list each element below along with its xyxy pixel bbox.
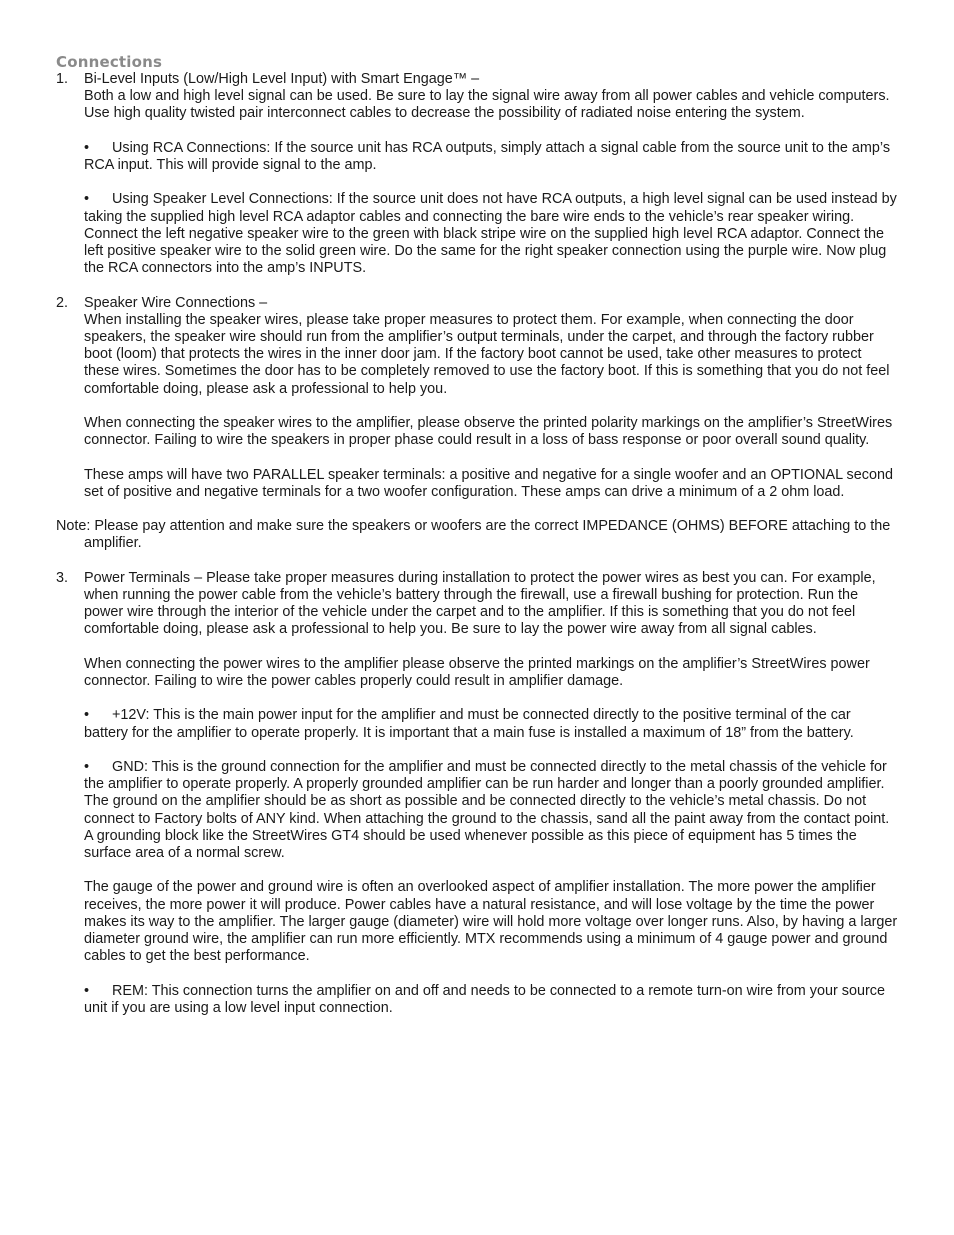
bullet-rca-connections: • Using RCA Connections: If the source unit has RCA outputs, simply attach a signal cable from the source unit to the amp’s RCA input. This will provide signal to the amp. bbox=[84, 139, 891, 173]
paragraph: When connecting the power wires to the amplifier please observe the printed markings on the amplifier’s StreetWires power connector. Failing to wire the power cables properly could result in amplifier damage. bbox=[84, 655, 870, 689]
list-item-power-terminals bbox=[56, 570, 898, 1017]
list-item-bi-level-inputs bbox=[56, 71, 898, 277]
document-page bbox=[56, 54, 898, 1017]
paragraph: Both a low and high level signal can be used. Be sure to lay the signal wire away from all power cables and vehicle computers. Use high quality twisted pair interconnect cables to decrease the possibility of radiated noise entering the system. bbox=[84, 88, 890, 122]
section-heading: Connections bbox=[56, 53, 163, 71]
item-title: Bi-Level Inputs (Low/High Level Input) with Smart Engage™ – bbox=[84, 71, 480, 87]
bullet-gnd: • GND: This is the ground connection for the amplifier and must be connected directly to the metal chassis of the vehicle for the amplifier to operate properly. A properly grounded amplifier can be run harder and longer than a poorly grounded amplifier. The ground on the amplifier should be as short as possible and be connected directly to the vehicle’s metal chassis. Do not connect to Factory bolts of ANY kind. When attaching the ground to the chassis, sand all the paint away from the contact point. A grounding block like the StreetWires GT4 should be used whenever possible as this piece of equipment has 5 times the surface area of a normal screw. bbox=[84, 758, 890, 861]
paragraph: The gauge of the power and ground wire is often an overlooked aspect of amplifier installation. The more power the amplifier receives, the more power it will produce. Power cables have a natural resistance, and will lose voltage by the time the power makes its way to the amplifier. The larger gauge (diameter) wire will hold more voltage over longer runs. Also, by having a larger diameter ground wire, the amplifier can run more efficiently. MTX recommends using a minimum of 4 gauge power and ground cables to get the best performance. bbox=[84, 879, 898, 965]
paragraph: When connecting the speaker wires to the amplifier, please observe the printed polarity markings on the amplifier’s StreetWires connector. Failing to wire the speakers in proper phase could result in a loss of bass response or poor overall sound quality. bbox=[84, 415, 893, 449]
bullet-12v: • +12V: This is the main power input for the amplifier and must be connected directly to the positive terminal of the car battery for the amplifier to operate properly. It is important that a main fuse is installed a maximum of 18” from the battery. bbox=[84, 707, 854, 741]
item-number: 2. bbox=[56, 294, 69, 311]
bullet-speaker-level-connections: • Using Speaker Level Connections: If the source unit does not have RCA outputs, a high level signal can be used instead by taking the supplied high level RCA adaptor cables and connecting the bare wire ends to the vehicle’s rear speaker wiring. Connect the left negative speaker wire to the green with black stripe wire on the supplied high level RCA adaptor. Connect the left positive speaker wire to the solid green wire. Do the same for the right speaker connection using the purple wire. Now plug the RCA connectors into the amp’s INPUTS. bbox=[84, 191, 897, 277]
list-item-speaker-wire-connections bbox=[56, 295, 898, 501]
paragraph: Power Terminals – Please take proper measures during installation to protect the power wires as best you can. For example, when running the power cable from the vehicle’s battery through the firewall, use a firewall bushing for protection. Run the power wire through the interior of the vehicle under the carpet and to the amplifier. If this is something that you do not feel comfortable doing, please ask a professional to help you. Be sure to lay the power wire away from all signal cables. bbox=[84, 569, 876, 638]
item-number: 3. bbox=[56, 569, 69, 586]
paragraph: These amps will have two PARALLEL speaker terminals: a positive and negative for a single woofer and an OPTIONAL second set of positive and negative terminals for a two woofer configuration. These amps can drive a minimum of a 2 ohm load. bbox=[84, 466, 893, 500]
item-title: Speaker Wire Connections – bbox=[84, 294, 268, 311]
bullet-rem: • REM: This connection turns the amplifier on and off and needs to be connected to a remote turn-on wire from your source unit if you are using a low level input connection. bbox=[84, 982, 885, 1016]
bullet-icon: • bbox=[84, 139, 90, 156]
bullet-icon: • bbox=[84, 758, 90, 775]
bullet-icon: • bbox=[84, 191, 90, 208]
note-text: Note: Please pay attention and make sure the speakers or woofers are the correct IMPEDANCE (OHMS) BEFORE attaching to the amplifier. bbox=[56, 518, 891, 552]
paragraph: When installing the speaker wires, please take proper measures to protect them. For example, when connecting the door speakers, the speaker wire should run from the amplifier’s output terminals, under the carpet, and through the factory rubber boot (loom) that protects the wires in the inner door jam. If the factory boot cannot be used, take other measures to protect these wires. Sometimes the door has to be completely removed to use the factory boot. If this is something that you do not feel comfortable doing, please ask a professional to help you. bbox=[84, 311, 890, 397]
item-number: 1. bbox=[56, 71, 69, 87]
bullet-icon: • bbox=[84, 707, 90, 724]
bullet-icon: • bbox=[84, 982, 90, 999]
note-paragraph bbox=[56, 518, 898, 552]
